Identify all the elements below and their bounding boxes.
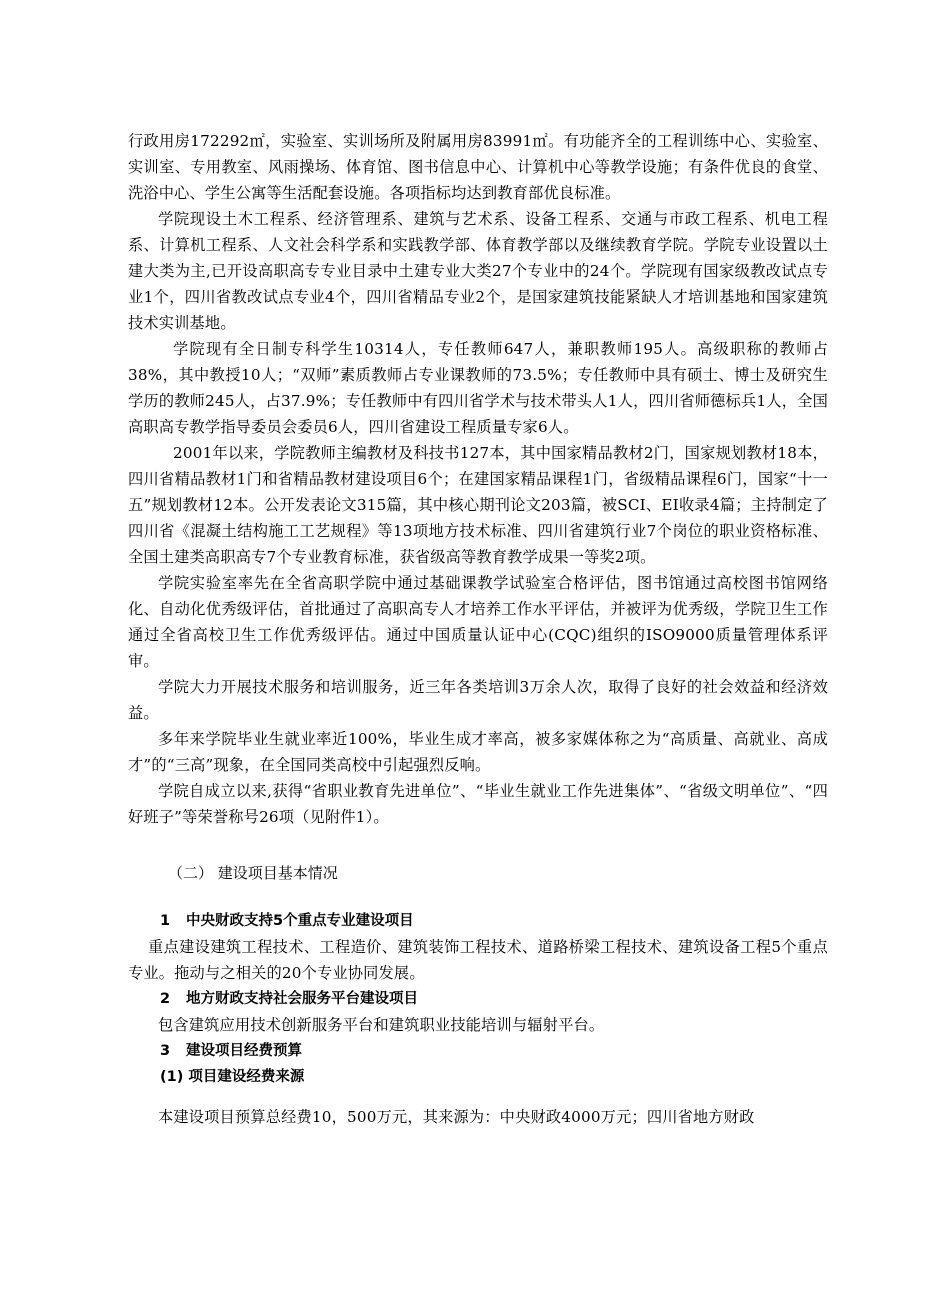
item-number: 2: [160, 991, 171, 1007]
paragraph-honors: 学院自成立以来,获得“省职业教育先进单位”、“毕业生就业工作先进集体”、“省级文明单位”、“四好班子”等荣誉称号26项（见附件1）。: [128, 782, 828, 826]
section-heading: （二） 建设项目基本情况: [168, 864, 338, 882]
spacer: [128, 886, 828, 908]
item-title: 中央财政支持5个重点专业建设项目: [186, 913, 414, 929]
item-heading-2: [128, 986, 828, 1012]
item-title: 建设项目经费预算: [186, 1043, 302, 1059]
paragraph-evaluations: 学院实验室率先在全省高职学院中通过基础课教学试验室合格评估，图书馆通过高校图书馆网络化、自动化优秀级评估，首批通过了高职高专人才培养工作水平评估，并被评为优秀级，学院卫生工作通过全省高校卫生工作优秀级评估。通过中国质量认证中心(CQC)组织的ISO9000质量管理体系评审。: [128, 574, 828, 670]
subheading-funding-source: (1) 项目建设经费来源: [160, 1069, 305, 1085]
spacer: [128, 830, 828, 860]
paragraph-employment: 多年来学院毕业生就业率近100%，毕业生成才率高，被多家媒体称之为“高质量、高就业、高成才”的“三高”现象，在全国同类高校中引起强烈反响。: [128, 730, 828, 774]
item-body-2: 包含建筑应用技术创新服务平台和建筑职业技能培训与辐射平台。: [158, 1016, 605, 1034]
item-heading-1: [128, 908, 828, 934]
item-title: 地方财政支持社会服务平台建设项目: [186, 991, 418, 1007]
item-number: 1: [160, 913, 171, 929]
item-heading-3: [128, 1038, 828, 1064]
paragraph-departments: 学院现设土木工程系、经济管理系、建筑与艺术系、设备工程系、交通与市政工程系、机电工程系、计算机工程系、人文社会科学系和实践教学部、体育教学部以及继续教育学院。学院专业设置以土建大类为主,已开设高职高专专业目录中土建专业大类27个专业中的24个。学院现有国家级教改试点专业1个，四川省教改试点专业4个，四川省精品专业2个，是国家建筑技能紧缺人才培训基地和国家建筑技术实训基地。: [128, 210, 828, 332]
paragraph-budget: 本建设项目预算总经费10，500万元，其来源为：中央财政4000万元；四川省地方财政: [158, 1108, 755, 1126]
paragraph-facilities: 行政用房172292㎡，实验室、实训场所及附属用房83991㎡。有功能齐全的工程训练中心、实验室、实训室、专用教室、风雨操场、体育馆、图书信息中心、计算机中心等教学设施；有条件优良的食堂、洗浴中心、学生公寓等生活配套设施。各项指标均达到教育部优良标准。: [128, 132, 828, 202]
item-body-1: 重点建设建筑工程技术、工程造价、建筑装饰工程技术、道路桥梁工程技术、建筑设备工程5个重点专业。拖动与之相关的20个专业协同发展。: [128, 938, 828, 982]
item-number: 3: [160, 1043, 171, 1059]
paragraph-training: 学院大力开展技术服务和培训服务，近三年各类培训3万余人次，取得了良好的社会效益和经济效益。: [128, 678, 828, 722]
paragraph-staff: 学院现有全日制专科学生10314人，专任教师647人，兼职教师195人。高级职称的教师占38%，其中教授10人；“双师”素质教师占专业课教师的73.5%；专任教师中具有硕士、博士及研究生学历的教师245人，占37.9%；专任教师中有四川省学术与技术带头人1人，四川省师德标兵1人，全国高职高专教学指导委员会委员6人，四川省建设工程质量专家6人。: [128, 340, 828, 436]
paragraph-publications: 2001年以来，学院教师主编教材及科技书127本，其中国家精品教材2门，国家规划教材18本，四川省精品教材1门和省精品教材建设项目6个；在建国家精品课程1门，省级精品课程6门，国家“十一五”规划教材12本。公开发表论文315篇，其中核心期刊论文203篇，被SCI、EI收录4篇；主持制定了四川省《混凝土结构施工工艺规程》等13项地方技术标准、四川省建筑行业7个岗位的职业资格标准、全国土建类高职高专7个专业教育标准，获省级高等教育教学成果一等奖2项。: [128, 444, 828, 566]
document-page: [128, 128, 828, 1130]
